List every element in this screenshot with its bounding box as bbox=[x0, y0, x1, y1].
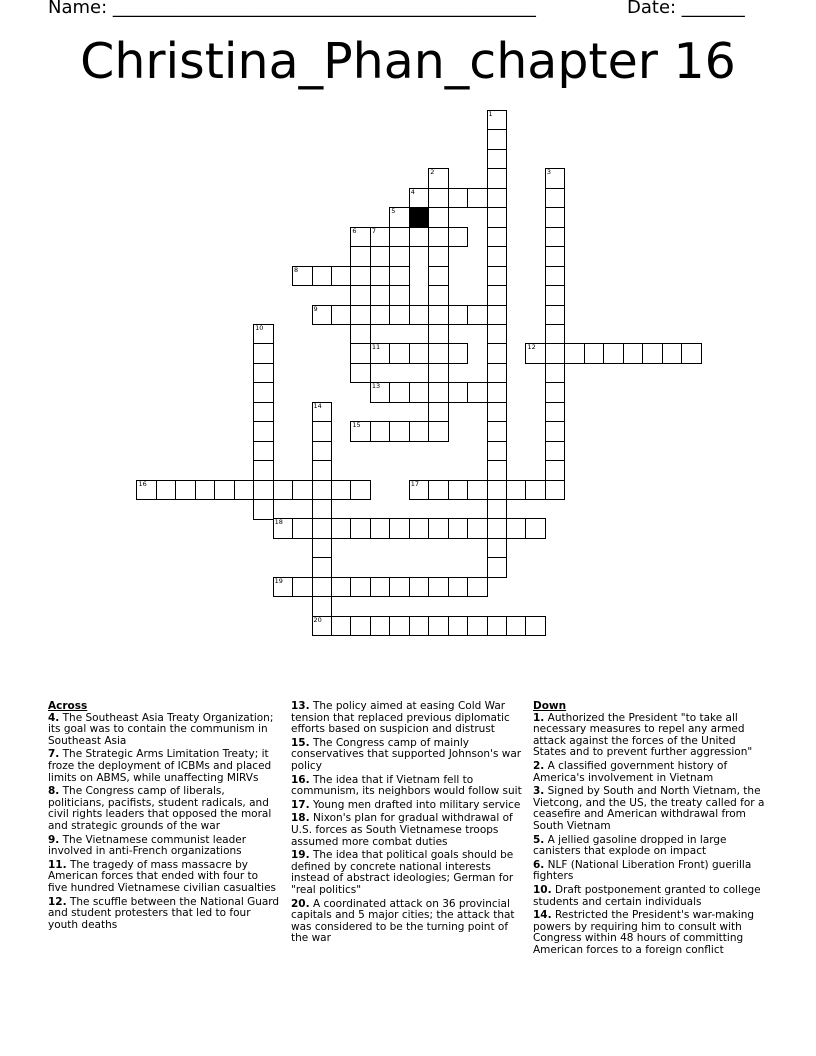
grid-cell[interactable] bbox=[370, 421, 391, 442]
grid-cell[interactable] bbox=[525, 343, 546, 364]
grid-cell[interactable] bbox=[467, 518, 488, 539]
grid-cell[interactable] bbox=[156, 480, 177, 501]
grid-cell[interactable] bbox=[331, 266, 352, 287]
grid-cell[interactable] bbox=[487, 441, 508, 462]
clue-across-4 bbox=[48, 713, 280, 748]
cell-number: 5 bbox=[391, 207, 396, 216]
clue-text: The policy aimed at easing Cold War tension that replaced previous diplomatic efforts based on suspicion and distrust bbox=[291, 700, 510, 736]
grid-cell[interactable] bbox=[487, 266, 508, 287]
clue-number: 8. bbox=[48, 785, 60, 798]
grid-cell[interactable] bbox=[506, 616, 527, 637]
cell-number: 3 bbox=[546, 168, 552, 177]
clue-number: 10. bbox=[533, 883, 552, 896]
grid-cell[interactable] bbox=[428, 266, 449, 287]
grid-cell[interactable] bbox=[428, 616, 449, 637]
cell-number: 11 bbox=[371, 343, 381, 352]
clue-number: 6. bbox=[533, 858, 545, 871]
grid-cell[interactable] bbox=[467, 480, 488, 501]
grid-cell[interactable] bbox=[545, 402, 566, 423]
grid-cell[interactable] bbox=[428, 324, 449, 345]
grid-cell[interactable] bbox=[409, 188, 430, 209]
cell-number: 15 bbox=[352, 421, 361, 430]
clue-text: The Vietnamese communist leader involved in anti-French organizations bbox=[48, 833, 247, 858]
grid-cell[interactable] bbox=[292, 266, 313, 287]
clue-text: The Southeast Asia Treaty Organization; its goal was to contain the communism in Southeast Asia bbox=[48, 711, 274, 747]
grid-cell[interactable] bbox=[273, 518, 294, 539]
grid-cell[interactable] bbox=[525, 616, 546, 637]
clue-across-13 bbox=[291, 701, 525, 736]
grid-cell[interactable] bbox=[525, 518, 546, 539]
grid-cell[interactable] bbox=[389, 207, 410, 228]
grid-cell[interactable] bbox=[331, 577, 352, 598]
cell-number: 19 bbox=[274, 576, 283, 585]
grid-cell[interactable] bbox=[389, 421, 410, 442]
clue-text: A coordinated attack on 36 provincial capitals and 5 major cities; the attack that was considered to be the turning point of the war bbox=[291, 897, 515, 945]
grid-cell[interactable] bbox=[350, 246, 371, 267]
grid-cell[interactable] bbox=[312, 305, 333, 326]
grid-cell[interactable] bbox=[428, 480, 449, 501]
grid-cell[interactable] bbox=[409, 382, 430, 403]
grid-cell[interactable] bbox=[448, 188, 469, 209]
grid-cell[interactable] bbox=[370, 227, 391, 248]
grid-cell[interactable] bbox=[350, 480, 371, 501]
grid-cell[interactable] bbox=[545, 188, 566, 209]
grid-cell[interactable] bbox=[428, 343, 449, 364]
page-title: Christina_Phan_chapter 16 bbox=[80, 33, 736, 90]
grid-cell[interactable] bbox=[428, 305, 449, 326]
clue-number: 19. bbox=[291, 849, 310, 862]
grid-cell[interactable] bbox=[409, 343, 430, 364]
cell-number: 17 bbox=[410, 479, 420, 488]
grid-cell[interactable] bbox=[389, 246, 410, 267]
grid-cell[interactable] bbox=[545, 266, 566, 287]
grid-cell[interactable] bbox=[428, 518, 449, 539]
clue-text: Nixon's plan for gradual withdrawal of U.S. forces as South Vietnamese troops assumed more combat duties bbox=[291, 812, 513, 848]
grid-cell[interactable] bbox=[214, 480, 235, 501]
clue-text: The Strategic Arms Limitation Treaty; it froze the deployment of ICBMs and placed limits on ABMS, while unaffecting MIRVs bbox=[48, 748, 272, 784]
cell-number: 2 bbox=[430, 168, 435, 177]
grid-cell[interactable] bbox=[409, 480, 430, 501]
clue-across-15 bbox=[291, 738, 525, 773]
cell-number: 4 bbox=[410, 187, 415, 196]
grid-cell[interactable] bbox=[545, 227, 566, 248]
clue-across-19 bbox=[291, 850, 525, 896]
grid-cell[interactable] bbox=[312, 266, 333, 287]
grid-cell[interactable] bbox=[312, 616, 333, 637]
grid-cell[interactable] bbox=[331, 480, 352, 501]
grid-cell[interactable] bbox=[389, 266, 410, 287]
grid-cell[interactable] bbox=[467, 616, 488, 637]
grid-cell[interactable] bbox=[350, 577, 371, 598]
clue-number: 15. bbox=[291, 736, 310, 749]
grid-cell[interactable] bbox=[292, 518, 313, 539]
clue-text: The tragedy of mass massacre by American forces that ended with four to five hundred Vietnamese civilian casualties bbox=[48, 858, 277, 894]
clue-text: Draft postponement granted to college students and certain individuals bbox=[533, 883, 761, 908]
grid-cell[interactable] bbox=[312, 518, 333, 539]
grid-cell[interactable] bbox=[428, 227, 449, 248]
grid-cell[interactable] bbox=[448, 577, 469, 598]
grid-cell[interactable] bbox=[312, 441, 333, 462]
grid-cell[interactable] bbox=[545, 363, 566, 384]
grid-cell[interactable] bbox=[487, 518, 508, 539]
grid-cell[interactable] bbox=[448, 227, 469, 248]
clue-number: 5. bbox=[533, 833, 545, 846]
across-heading: Across bbox=[48, 700, 88, 712]
grid-cell[interactable] bbox=[370, 616, 391, 637]
clue-text: The idea that if Vietnam fell to communism, its neighbors would follow suit bbox=[291, 773, 522, 798]
clue-number: 20. bbox=[291, 897, 310, 910]
grid-cell[interactable] bbox=[428, 421, 449, 442]
clue-down-5 bbox=[533, 835, 768, 858]
grid-cell[interactable] bbox=[389, 305, 410, 326]
grid-cell[interactable] bbox=[273, 480, 294, 501]
grid-cell[interactable] bbox=[448, 518, 469, 539]
grid-cell[interactable] bbox=[428, 382, 449, 403]
grid-cell[interactable] bbox=[370, 343, 391, 364]
grid-cell[interactable] bbox=[545, 343, 566, 364]
clues-column-2 bbox=[291, 701, 525, 947]
grid-cell[interactable] bbox=[350, 421, 371, 442]
cell-number: 8 bbox=[294, 265, 299, 274]
grid-cell[interactable] bbox=[487, 246, 508, 267]
grid-cell[interactable] bbox=[428, 207, 449, 228]
grid-cell[interactable] bbox=[273, 577, 294, 598]
grid-cell[interactable] bbox=[292, 577, 313, 598]
grid-cell[interactable] bbox=[389, 382, 410, 403]
grid-cell[interactable] bbox=[428, 285, 449, 306]
grid-cell[interactable] bbox=[545, 441, 566, 462]
grid-cell[interactable] bbox=[350, 518, 371, 539]
grid-cell[interactable] bbox=[545, 285, 566, 306]
clue-down-6 bbox=[533, 860, 768, 883]
grid-cell[interactable] bbox=[350, 616, 371, 637]
grid-cell[interactable] bbox=[545, 207, 566, 228]
clue-number: 7. bbox=[48, 748, 60, 761]
cell-number: 9 bbox=[313, 304, 318, 313]
grid-cell[interactable] bbox=[350, 285, 371, 306]
grid-cell[interactable] bbox=[467, 382, 488, 403]
cell-number: 7 bbox=[371, 226, 376, 235]
grid-cell[interactable] bbox=[312, 460, 333, 481]
clue-text: The Congress camp of mainly conservatives that supported Johnson's war policy bbox=[291, 736, 522, 772]
name-line: Name: _______________________________________________ bbox=[48, 0, 536, 18]
grid-cell[interactable] bbox=[350, 343, 371, 364]
grid-cell[interactable] bbox=[603, 343, 624, 364]
grid-cell[interactable] bbox=[253, 363, 274, 384]
grid-cell[interactable] bbox=[389, 227, 410, 248]
grid-cell[interactable] bbox=[487, 499, 508, 520]
clue-down-3 bbox=[533, 786, 768, 832]
grid-cell[interactable] bbox=[428, 402, 449, 423]
grid-cell[interactable] bbox=[370, 266, 391, 287]
clue-across-16 bbox=[291, 775, 525, 798]
grid-cell[interactable] bbox=[253, 402, 274, 423]
grid-cell[interactable] bbox=[312, 480, 333, 501]
clue-text: Restricted the President's war-making powers by requiring him to consult with Congress within 48 hours of committing American forces to a foreign conflict bbox=[533, 909, 755, 956]
grid-cell[interactable] bbox=[350, 324, 371, 345]
clue-number: 2. bbox=[533, 759, 545, 772]
grid-cell[interactable] bbox=[487, 149, 508, 170]
grid-cell[interactable] bbox=[467, 188, 488, 209]
clue-number: 3. bbox=[533, 785, 545, 798]
grid-cell[interactable] bbox=[389, 285, 410, 306]
clue-across-17 bbox=[291, 800, 525, 812]
grid-cell[interactable] bbox=[409, 421, 430, 442]
grid-cell[interactable] bbox=[584, 343, 605, 364]
grid-cell[interactable] bbox=[506, 480, 527, 501]
clue-text: A jellied gasoline dropped in large canisters that explode on impact bbox=[533, 833, 727, 858]
grid-cell[interactable] bbox=[253, 324, 274, 345]
grid-cell[interactable] bbox=[389, 616, 410, 637]
grid-cell[interactable] bbox=[312, 421, 333, 442]
grid-cell[interactable] bbox=[331, 305, 352, 326]
grid-cell[interactable] bbox=[428, 363, 449, 384]
grid-cell[interactable] bbox=[487, 168, 508, 189]
grid-cell[interactable] bbox=[467, 577, 488, 598]
grid-cell[interactable] bbox=[487, 460, 508, 481]
cell-number: 6 bbox=[352, 226, 357, 235]
black-cell bbox=[409, 207, 430, 228]
grid-cell[interactable] bbox=[545, 305, 566, 326]
clue-down-14 bbox=[533, 910, 768, 956]
grid-cell[interactable] bbox=[409, 227, 430, 248]
grid-cell[interactable] bbox=[487, 382, 508, 403]
grid-cell[interactable] bbox=[487, 207, 508, 228]
clue-text: Signed by South and North Vietnam, the Vietcong, and the US, the treaty called for a ceasefire and American withdrawal from South Vietnam bbox=[533, 785, 765, 832]
clue-text: Young men drafted into military service bbox=[312, 798, 521, 811]
grid-cell[interactable] bbox=[253, 441, 274, 462]
grid-cell[interactable] bbox=[506, 518, 527, 539]
grid-cell[interactable] bbox=[487, 343, 508, 364]
grid-cell[interactable] bbox=[487, 538, 508, 559]
grid-cell[interactable] bbox=[487, 480, 508, 501]
clue-text: The Congress camp of liberals, politicians, pacifists, student radicals, and civil rights leaders that opposed the moral and strategic grounds of the war bbox=[48, 785, 272, 832]
grid-cell[interactable] bbox=[545, 382, 566, 403]
clue-text: A classified government history of America's involvement in Vietnam bbox=[533, 759, 728, 784]
grid-cell[interactable] bbox=[487, 363, 508, 384]
grid-cell[interactable] bbox=[370, 305, 391, 326]
grid-cell[interactable] bbox=[253, 343, 274, 364]
grid-cell[interactable] bbox=[312, 538, 333, 559]
grid-cell[interactable] bbox=[487, 129, 508, 150]
clue-number: 16. bbox=[291, 773, 310, 786]
grid-cell[interactable] bbox=[292, 480, 313, 501]
grid-cell[interactable] bbox=[253, 480, 274, 501]
grid-cell[interactable] bbox=[487, 110, 508, 131]
clue-down-2 bbox=[533, 761, 768, 784]
clue-text: The scuffle between the National Guard and student protesters that led to four youth deaths bbox=[48, 895, 280, 931]
grid-cell[interactable] bbox=[564, 343, 585, 364]
clue-number: 18. bbox=[291, 812, 310, 825]
grid-cell[interactable] bbox=[312, 596, 333, 617]
grid-cell[interactable] bbox=[623, 343, 644, 364]
grid-cell[interactable] bbox=[545, 324, 566, 345]
cell-number: 14 bbox=[313, 401, 322, 410]
grid-cell[interactable] bbox=[487, 421, 508, 442]
grid-cell[interactable] bbox=[662, 343, 683, 364]
grid-cell[interactable] bbox=[389, 577, 410, 598]
grid-cell[interactable] bbox=[428, 577, 449, 598]
grid-cell[interactable] bbox=[409, 518, 430, 539]
clues-column-3 bbox=[533, 701, 768, 958]
grid-cell[interactable] bbox=[409, 616, 430, 637]
grid-cell[interactable] bbox=[312, 577, 333, 598]
grid-cell[interactable] bbox=[389, 518, 410, 539]
grid-cell[interactable] bbox=[487, 402, 508, 423]
grid-cell[interactable] bbox=[428, 188, 449, 209]
clue-number: 14. bbox=[533, 909, 552, 922]
grid-cell[interactable] bbox=[448, 382, 469, 403]
grid-cell[interactable] bbox=[428, 168, 449, 189]
grid-cell[interactable] bbox=[370, 518, 391, 539]
grid-cell[interactable] bbox=[312, 557, 333, 578]
cell-number: 10 bbox=[255, 323, 264, 332]
grid-cell[interactable] bbox=[331, 616, 352, 637]
clue-across-9 bbox=[48, 835, 280, 858]
grid-cell[interactable] bbox=[487, 557, 508, 578]
grid-cell[interactable] bbox=[253, 460, 274, 481]
grid-cell[interactable] bbox=[448, 616, 469, 637]
clue-across-20 bbox=[291, 899, 525, 945]
grid-cell[interactable] bbox=[428, 246, 449, 267]
grid-cell[interactable] bbox=[487, 227, 508, 248]
grid-cell[interactable] bbox=[467, 305, 488, 326]
grid-cell[interactable] bbox=[370, 577, 391, 598]
clue-number: 17. bbox=[291, 798, 310, 811]
cell-number: 20 bbox=[313, 615, 322, 624]
cell-number: 12 bbox=[527, 343, 536, 352]
date-line: Date: _______ bbox=[627, 0, 745, 18]
grid-cell[interactable] bbox=[409, 577, 430, 598]
clue-text: NLF (National Liberation Front) guerilla fighters bbox=[533, 858, 752, 883]
grid-cell[interactable] bbox=[545, 421, 566, 442]
grid-cell[interactable] bbox=[545, 246, 566, 267]
grid-cell[interactable] bbox=[487, 188, 508, 209]
clue-number: 12. bbox=[48, 895, 67, 908]
clue-down-10 bbox=[533, 885, 768, 908]
grid-cell[interactable] bbox=[253, 421, 274, 442]
grid-cell[interactable] bbox=[448, 305, 469, 326]
grid-cell[interactable] bbox=[253, 499, 274, 520]
grid-cell[interactable] bbox=[487, 305, 508, 326]
clues-column-1 bbox=[48, 701, 280, 933]
grid-cell[interactable] bbox=[195, 480, 216, 501]
grid-cell[interactable] bbox=[312, 499, 333, 520]
grid-cell[interactable] bbox=[350, 305, 371, 326]
clue-text: The idea that political goals should be defined by concrete national interests instead of abstract ideologies; German for "real politics" bbox=[291, 849, 514, 896]
grid-cell[interactable] bbox=[175, 480, 196, 501]
grid-cell[interactable] bbox=[448, 343, 469, 364]
grid-cell[interactable] bbox=[234, 480, 255, 501]
grid-cell[interactable] bbox=[545, 460, 566, 481]
cell-number: 1 bbox=[488, 110, 493, 118]
cell-number: 13 bbox=[371, 382, 381, 391]
grid-cell[interactable] bbox=[350, 266, 371, 287]
grid-cell[interactable] bbox=[487, 616, 508, 637]
grid-cell[interactable] bbox=[448, 480, 469, 501]
clue-text: Authorized the President "to take all necessary measures to repel any armed attack against the forces of the United States and to prevent further aggression" bbox=[533, 711, 753, 759]
grid-cell[interactable] bbox=[681, 343, 702, 364]
grid-cell[interactable] bbox=[370, 382, 391, 403]
grid-cell[interactable] bbox=[312, 402, 333, 423]
clue-number: 13. bbox=[291, 700, 310, 712]
clue-across-18 bbox=[291, 813, 525, 848]
grid-cell[interactable] bbox=[487, 324, 508, 345]
clue-number: 11. bbox=[48, 858, 67, 871]
grid-cell[interactable] bbox=[253, 382, 274, 403]
grid-cell[interactable] bbox=[409, 305, 430, 326]
clue-across-7 bbox=[48, 749, 280, 784]
clue-across-8 bbox=[48, 786, 280, 832]
grid-cell[interactable] bbox=[545, 480, 566, 501]
grid-cell[interactable] bbox=[331, 518, 352, 539]
clue-across-11 bbox=[48, 860, 280, 895]
clue-across-12 bbox=[48, 897, 280, 932]
grid-cell[interactable] bbox=[525, 480, 546, 501]
grid-cell[interactable] bbox=[389, 343, 410, 364]
clue-number: 1. bbox=[533, 711, 545, 724]
grid-cell[interactable] bbox=[545, 168, 566, 189]
grid-cell[interactable] bbox=[136, 480, 157, 501]
grid-cell[interactable] bbox=[487, 285, 508, 306]
cell-number: 18 bbox=[274, 518, 283, 527]
down-heading: Down bbox=[533, 700, 567, 712]
grid-cell[interactable] bbox=[642, 343, 663, 364]
clue-down-1 bbox=[533, 713, 768, 759]
clue-number: 4. bbox=[48, 711, 60, 724]
grid-cell[interactable] bbox=[350, 227, 371, 248]
cell-number: 16 bbox=[138, 479, 147, 488]
clue-number: 9. bbox=[48, 833, 60, 846]
grid-cell[interactable] bbox=[350, 363, 371, 384]
